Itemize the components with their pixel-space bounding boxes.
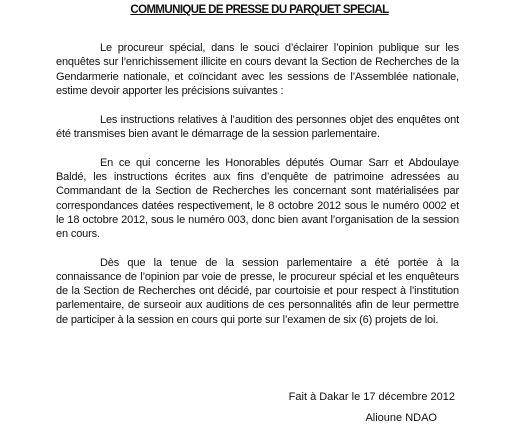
paragraph-intro: Le procureur spécial, dans le souci d’éclairer l’opinion publique sur les enquêtes sur l’enrichissement illicite en cours devant la Section de Recherches de la Gendarmerie nationale, et coïncidant avec les sessions de l’Assemblée nationale, estime devoir apporter les précisions suivantes : [56, 42, 459, 97]
document-title: COMMUNIQUE DE PRESSE DU PARQUET SPECIAL [130, 4, 389, 16]
paragraph-deputies: En ce qui concerne les Honorables députés Oumar Sarr et Abdoulaye Baldé, les instructions écrites aux fins d’enquête de patrimoine adressées au Commandant de la Section de Recherches les concernant sont matérialisées par correspondances datées respectivement, le 8 octobre 2012 sous le numéro 0002 et le 18 octobre 2012, sous le numéro 003, donc bien avant l’organisation de la session en cours. [56, 156, 459, 241]
signature-name: Alioune NDAO [365, 412, 437, 424]
paragraph-instructions: Les instructions relatives à l’audition des personnes objet des enquêtes ont été transmises bien avant le démarrage de la session parlementaire. [56, 114, 459, 141]
place-and-date: Fait à Dakar le 17 décembre 2012 [288, 391, 455, 403]
paragraph-session: Dès que la tenue de la session parlementaire a été portée à la connaissance de l’opinion par voie de presse, le procureur spécial et les enquêteurs de la Section de Recherches ont décidé, par courtoisie et pour respect à l’institution parlementaire, de surseoir aux auditions de ces personnalités afin de leur permettre de participer à la session en cours qui porte sur l’examen de six (6) projets de loi. [56, 256, 459, 326]
document-body [56, 41, 459, 342]
